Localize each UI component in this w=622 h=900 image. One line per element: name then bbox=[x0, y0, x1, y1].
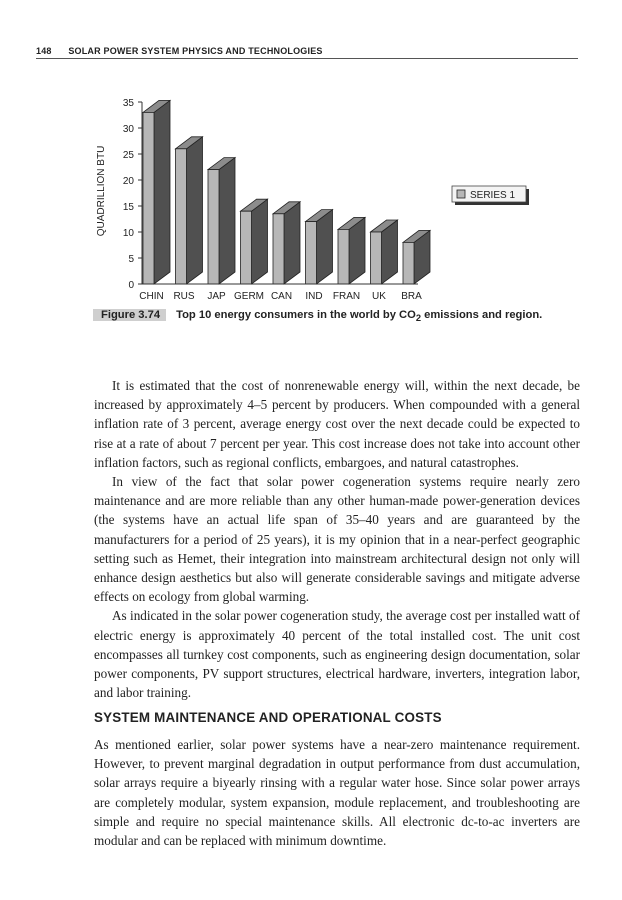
paragraph: As indicated in the solar power cogeneration study, the average cost per installed watt of electric energy is approximately 40 percent of the total installed cost. The unit cost encompasses all turnkey cost components, such as engineering design documentation, solar power components, PV support structures, electrical hardware, inverters, integration labor, and labor training. bbox=[94, 608, 580, 701]
figure-caption-text: Top 10 energy consumers in the world by CO bbox=[176, 309, 416, 321]
y-tick-label: 35 bbox=[122, 98, 134, 109]
bar bbox=[241, 211, 252, 284]
y-tick-label: 0 bbox=[128, 280, 134, 291]
y-tick-label: 20 bbox=[122, 176, 134, 187]
y-tick-label: 25 bbox=[122, 150, 134, 161]
x-tick-label: JAP bbox=[207, 291, 226, 302]
section-heading: SYSTEM MAINTENANCE AND OPERATIONAL COSTS bbox=[94, 710, 442, 725]
x-tick-label: FRAN bbox=[332, 291, 361, 302]
x-tick-label: RUS bbox=[173, 291, 195, 302]
bar bbox=[143, 112, 154, 284]
x-tick-label: UK bbox=[372, 291, 386, 302]
bar bbox=[306, 222, 317, 284]
bar-side-face bbox=[219, 158, 235, 284]
bar-side-face bbox=[154, 100, 170, 284]
figure-label: Figure 3.74 bbox=[93, 309, 166, 321]
bar-side-face bbox=[252, 199, 268, 284]
bar-side-face bbox=[284, 202, 300, 284]
bar bbox=[176, 149, 187, 284]
x-tick-label: CHIN bbox=[139, 291, 164, 302]
x-tick-label: IND bbox=[305, 291, 323, 302]
running-title: SOLAR POWER SYSTEM PHYSICS AND TECHNOLOGIES bbox=[68, 46, 323, 56]
x-tick-label: BRA bbox=[401, 291, 422, 302]
legend-swatch bbox=[457, 190, 465, 198]
y-axis-label: QUADRILLION BTU bbox=[96, 145, 107, 237]
bar bbox=[403, 242, 414, 284]
paragraph: As mentioned earlier, solar power systems have a near-zero maintenance requirement. However, to prevent marginal degradation in output performance from dust accumulation, solar arrays require a biyearly rinsing with a regular water hose. Since solar power arrays are completely modular, system expansion, module replacement, and troubleshooting are simple and require no special maintenance skills. All electronic dc-to-ac inverters are modular and can be replaced with minimum downtime. bbox=[94, 737, 580, 849]
bar bbox=[371, 232, 382, 284]
bar bbox=[338, 229, 349, 284]
x-tick-label: CAN bbox=[270, 291, 293, 302]
figure-caption-subscript: 2 bbox=[415, 313, 422, 324]
bar-side-face bbox=[187, 137, 203, 284]
legend-label: SERIES 1 bbox=[470, 190, 516, 201]
x-tick-label: GERM bbox=[234, 291, 264, 302]
paragraph: It is estimated that the cost of nonrenewable energy will, within the next decade, be increased by approximately 4–5 percent by producers. When compounded with a general inflation rate of 3 percent, average energy cost over the next decade could be expected to rise at a rate of about 7 percent per year. This cost increase does not take into account other inflation factors, such as regional conflicts, embargoes, and natural catastrophes. bbox=[94, 378, 580, 470]
page-number: 148 bbox=[36, 46, 52, 56]
section-body bbox=[94, 735, 580, 850]
y-tick-label: 15 bbox=[122, 202, 134, 213]
bar-side-face bbox=[317, 210, 333, 284]
y-tick-label: 10 bbox=[122, 228, 134, 239]
y-tick-label: 5 bbox=[128, 254, 134, 265]
running-header bbox=[36, 46, 578, 59]
figure-caption bbox=[93, 307, 553, 326]
paragraph: In view of the fact that solar power cogeneration systems require nearly zero maintenance and are more reliable than any other human-made power-generation devices (the systems have an actual life span of 35–40 years and are guaranteed by the manufacturers for a period of 25 years), it is my opinion that in a near-perfect geographic setting such as Hemet, their integration into mainstream architectural design not only will enhance design aesthetics but also will generate considerable savings and mitigate adverse effects on ecology from global warming. bbox=[94, 474, 580, 605]
body-text bbox=[94, 376, 580, 702]
bar bbox=[273, 214, 284, 284]
figure-caption-tail: emissions and region. bbox=[421, 309, 543, 321]
y-tick-label: 30 bbox=[122, 124, 134, 135]
bar bbox=[208, 170, 219, 284]
energy-consumers-bar-chart bbox=[90, 88, 550, 303]
